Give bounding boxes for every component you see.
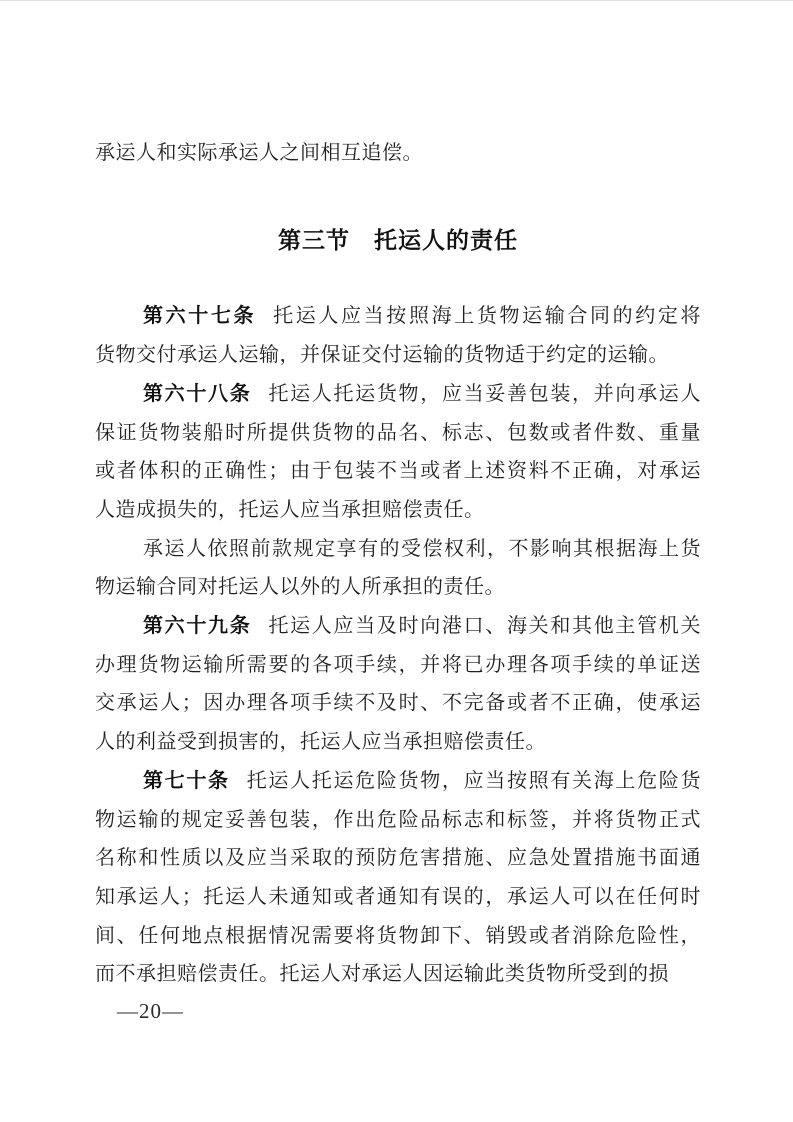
article-69-text: 托运人应当及时向港口、海关和其他主管机关	[268, 615, 701, 638]
page-content	[95, 134, 701, 994]
article-67-number: 第六十七条	[143, 305, 257, 328]
section-heading: 第三节 托运人的责任	[278, 226, 518, 253]
article-68-line-4: 人造成损失的，托运人应当承担赔偿责任。	[95, 498, 485, 521]
article-70-text: 托运人托运危险货物，应当按照有关海上危险货	[246, 769, 701, 792]
article-70-line-6: 而不承担赔偿责任。托运人对承运人因运输此类货物所受到的损	[95, 963, 669, 986]
article-68-line-1	[95, 375, 701, 414]
article-69-number: 第六十九条	[143, 615, 252, 638]
plain-paragraph-line-2: 物运输合同对托运人以外的人所承担的责任。	[95, 576, 505, 599]
scan-edge-line	[0, 0, 793, 1]
plain-paragraph-line-1: 承运人依照前款规定享有的受偿权利，不影响其根据海上货	[143, 537, 701, 560]
article-70-line-4: 知承运人；托运人未通知或者通知有误的，承运人可以在任何时	[95, 885, 701, 908]
article-69-line-3: 交承运人；因办理各项手续不及时、不完备或者不正确，使承运	[95, 692, 701, 715]
article-69-line-4: 人的利益受到损害的，托运人应当承担赔偿责任。	[95, 731, 546, 754]
article-69-line-1	[95, 607, 701, 646]
article-68-line-3: 或者体积的正确性；由于包装不当或者上述资料不正确，对承运	[95, 460, 701, 483]
page-number: —20—	[117, 999, 184, 1023]
article-67-text: 托运人应当按照海上货物运输合同的约定将	[273, 305, 702, 328]
article-68-line-2: 保证货物装船时所提供货物的品名、标志、包数或者件数、重量	[95, 421, 701, 444]
article-67-line-1	[95, 297, 701, 336]
article-70-line-3: 名称和性质以及应当采取的预防危害措施、应急处置措施书面通	[95, 847, 701, 870]
article-69-line-2: 办理货物运输所需要的各项手续，并将已办理各项手续的单证送	[95, 653, 701, 676]
article-67-line-2: 货物交付承运人运输，并保证交付运输的货物适于约定的运输。	[95, 344, 669, 367]
continuation-paragraph-line: 承运人和实际承运人之间相互追偿。	[95, 142, 423, 164]
article-68-text: 托运人托运货物，应当妥善包装，并向承运人	[268, 382, 701, 405]
article-70-line-5: 间、任何地点根据情况需要将货物卸下、销毁或者消除危险性，	[95, 924, 701, 947]
article-70-line-2: 物运输的规定妥善包装，作出危险品标志和标签，并将货物正式	[95, 808, 701, 831]
article-70-line-1	[95, 762, 701, 801]
article-70-number: 第七十条	[143, 769, 230, 792]
article-68-number: 第六十八条	[143, 382, 252, 405]
